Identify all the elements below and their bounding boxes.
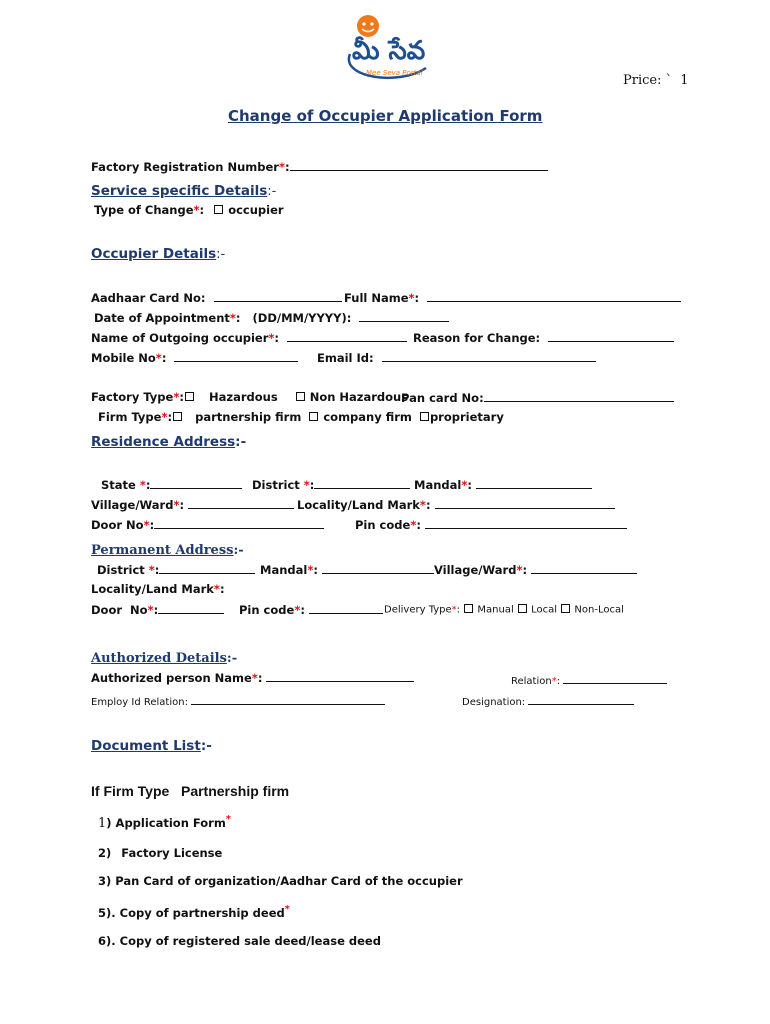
relation-row <box>511 672 667 687</box>
village-row <box>91 497 294 512</box>
relation-field[interactable] <box>563 672 667 684</box>
company-label: company firm <box>323 410 412 424</box>
required-star: * <box>161 410 168 424</box>
non-hazardous-checkbox[interactable] <box>296 392 305 401</box>
mobile-row <box>91 350 298 365</box>
pan-label: Pan card No: <box>401 391 484 405</box>
service-heading <box>91 180 276 199</box>
document-item <box>98 846 222 860</box>
colon: : <box>556 676 561 687</box>
occupier-heading <box>91 243 225 262</box>
required-star: * <box>419 498 426 512</box>
residence-heading-text: Residence Address <box>91 434 236 450</box>
mobile-field[interactable] <box>174 350 298 362</box>
colon: : <box>145 478 151 492</box>
document-item-text: Copy of partnership deed <box>119 905 285 920</box>
document-item <box>98 904 290 920</box>
document-item-text: Copy of registered sale deed/lease deed <box>119 934 381 948</box>
colon: : <box>219 582 225 596</box>
heading-suffix: :- <box>235 434 247 450</box>
manual-checkbox[interactable] <box>464 604 473 613</box>
district-row <box>252 477 410 492</box>
colon: : <box>300 603 305 617</box>
required-star: * <box>408 291 415 305</box>
service-heading-text: Service specific Details <box>91 183 268 199</box>
permanent-pin-row <box>239 602 383 617</box>
aadhaar-row <box>91 290 342 305</box>
required-star: * <box>451 604 457 616</box>
permanent-door-row <box>91 602 224 617</box>
required-star: * <box>461 478 468 492</box>
meeseva-logo <box>330 12 445 84</box>
date-of-appointment-row <box>94 310 449 325</box>
heading-suffix: :- <box>267 184 277 199</box>
aadhaar-label: Aadhaar Card No: <box>91 291 206 305</box>
outgoing-occupier-row <box>91 330 407 345</box>
required-star: * <box>147 603 154 617</box>
permanent-door-label: Door No <box>91 603 148 617</box>
factory-type-label: Factory Type <box>91 390 174 404</box>
price-label: Price: ` <box>623 73 673 88</box>
partnership-checkbox[interactable] <box>173 412 182 421</box>
colon: : <box>235 311 241 325</box>
date-of-appointment-field[interactable] <box>359 310 449 322</box>
permanent-door-field[interactable] <box>158 602 224 614</box>
permanent-village-label: Village/Ward <box>433 563 517 577</box>
colon: : <box>284 160 290 174</box>
date-of-appointment-label: Date of Appointment <box>94 311 230 325</box>
required-star: * <box>173 498 180 512</box>
permanent-district-label: District <box>97 563 145 577</box>
employ-id-field[interactable] <box>191 693 385 705</box>
pin-field[interactable] <box>425 517 627 529</box>
hazardous-label: Hazardous <box>208 390 278 404</box>
document-item-number: 3) <box>98 874 112 888</box>
full-name-row <box>344 290 681 305</box>
required-star: * <box>551 676 557 687</box>
full-name-field[interactable] <box>427 290 681 302</box>
required-star: * <box>303 478 310 492</box>
colon: : <box>414 291 420 305</box>
type-of-change-row <box>94 203 284 217</box>
firm-type-line: If Firm Type Partnership firm <box>91 783 290 799</box>
permanent-pin-field[interactable] <box>309 602 383 614</box>
required-star: * <box>213 582 220 596</box>
required-star: * <box>268 331 275 345</box>
full-name-label: Full Name <box>344 291 409 305</box>
occupier-checkbox[interactable] <box>214 205 223 214</box>
district-label: District <box>252 478 300 492</box>
colon: : <box>179 498 185 512</box>
required-star: * <box>251 671 258 685</box>
aadhaar-field[interactable] <box>214 290 342 302</box>
pin-label: Pin code <box>355 518 411 532</box>
logo-subtext: Mee Seva Portal <box>366 69 423 77</box>
factory-registration-row <box>91 159 548 174</box>
document-item-number: 2) <box>98 846 112 860</box>
door-field[interactable] <box>154 517 324 529</box>
non-hazardous-label: Non Hazardous <box>309 390 409 404</box>
price <box>623 73 689 88</box>
permanent-district-field[interactable] <box>159 562 255 574</box>
permanent-locality-row <box>91 582 225 596</box>
mandal-label: Mandal <box>414 478 462 492</box>
documents-heading <box>91 735 212 754</box>
permanent-heading-text: Permanent Address <box>91 543 234 558</box>
date-format-label: (DD/MM/YYYY): <box>252 311 352 325</box>
factory-registration-field[interactable] <box>290 159 548 171</box>
colon: : <box>274 331 280 345</box>
village-field[interactable] <box>188 497 294 509</box>
partnership-label: partnership firm <box>195 410 302 424</box>
delivery-type-row <box>384 604 624 616</box>
required-star: * <box>278 160 285 174</box>
required-star: * <box>294 603 301 617</box>
heading-suffix: :- <box>200 738 212 754</box>
heading-suffix: :- <box>233 543 244 558</box>
colon: : <box>456 604 461 616</box>
heading-suffix: :- <box>226 651 238 666</box>
documents-heading-text: Document List <box>91 738 201 754</box>
mandal-row <box>414 477 592 492</box>
employ-id-row <box>91 693 385 708</box>
colon: : <box>179 390 184 404</box>
colon: : <box>154 563 160 577</box>
hazardous-checkbox[interactable] <box>185 392 194 401</box>
outgoing-occupier-label: Name of Outgoing occupier <box>91 331 269 345</box>
firm-type-row <box>98 410 504 424</box>
residence-heading <box>91 431 246 450</box>
required-star: * <box>155 351 162 365</box>
colon: : <box>161 351 167 365</box>
pan-field[interactable] <box>484 390 674 402</box>
proprietary-checkbox[interactable] <box>420 412 429 421</box>
firm-type-label: Firm Type <box>98 410 162 424</box>
proprietary-label: proprietary <box>429 410 504 424</box>
document-item-text: ) Application Form <box>106 815 226 830</box>
required-star: * <box>139 478 146 492</box>
pin-row <box>355 517 627 532</box>
logo-text: మీ సేవ <box>352 36 426 66</box>
reason-field[interactable] <box>548 330 674 342</box>
occupier-heading-text: Occupier Details <box>91 246 217 262</box>
factory-registration-label: Factory Registration Number <box>91 160 279 174</box>
mobile-label: Mobile No <box>91 351 156 365</box>
reason-label: Reason for Change: <box>413 331 541 345</box>
company-checkbox[interactable] <box>309 412 318 421</box>
required-star: * <box>193 203 200 217</box>
authorized-person-field[interactable] <box>266 670 414 682</box>
colon: : <box>199 203 205 217</box>
manual-label: Manual <box>477 604 514 616</box>
state-field[interactable] <box>150 477 242 489</box>
type-of-change-label: Type of Change <box>94 203 194 217</box>
door-row <box>91 517 324 532</box>
required-star: * <box>410 518 417 532</box>
permanent-pin-label: Pin code <box>239 603 295 617</box>
permanent-locality-label: Locality/Land Mark <box>91 582 214 596</box>
designation-field[interactable] <box>528 693 634 705</box>
colon: : <box>313 563 318 577</box>
document-item-number: 1 <box>98 815 107 831</box>
required-star: * <box>148 563 155 577</box>
local-label: Local <box>531 604 558 616</box>
permanent-village-field[interactable] <box>531 562 637 574</box>
locality-field[interactable] <box>435 497 615 509</box>
local-checkbox[interactable] <box>518 604 527 613</box>
designation-label: Designation: <box>462 697 526 708</box>
document-item-number: 6). <box>98 934 116 948</box>
email-label: Email Id: <box>317 351 374 365</box>
designation-row <box>462 693 634 708</box>
occupier-option-label: occupier <box>228 203 284 217</box>
village-label: Village/Ward <box>91 498 174 512</box>
factory-type-row <box>91 390 408 404</box>
required-star: * <box>307 563 314 577</box>
colon: : <box>309 478 315 492</box>
required-star: * <box>229 311 236 325</box>
outgoing-occupier-field[interactable] <box>287 330 407 342</box>
door-label: Door No <box>91 518 144 532</box>
email-row <box>317 350 596 365</box>
colon: : <box>416 518 421 532</box>
colon: : <box>467 478 472 492</box>
permanent-district-row <box>97 562 255 577</box>
colon: : <box>522 563 528 577</box>
delivery-type-label: Delivery Type <box>384 604 452 616</box>
document-item <box>98 874 463 888</box>
required-star: * <box>173 390 180 404</box>
authorized-person-row <box>91 670 414 685</box>
permanent-mandal-row <box>260 562 637 577</box>
employ-id-label: Employ Id Relation: <box>91 697 188 708</box>
colon: : <box>257 671 263 685</box>
state-label: State <box>101 478 136 492</box>
document-item-text: Factory License <box>121 846 223 860</box>
price-value: 1 <box>680 73 689 88</box>
authorized-heading <box>91 647 237 666</box>
email-field[interactable] <box>382 350 596 362</box>
authorized-person-label: Authorized person Name <box>91 671 252 685</box>
required-star: * <box>284 904 290 915</box>
state-row <box>101 477 242 492</box>
locality-label: Locality/Land Mark <box>297 498 420 512</box>
district-field[interactable] <box>314 477 410 489</box>
relation-label: Relation <box>511 676 552 687</box>
non-local-label: Non-Local <box>574 604 624 616</box>
non-local-checkbox[interactable] <box>561 604 570 613</box>
document-item <box>98 814 231 831</box>
reason-row <box>413 330 674 345</box>
permanent-mandal-label: Mandal <box>260 563 308 577</box>
document-item-number: 5). <box>98 905 116 920</box>
required-star: * <box>143 518 150 532</box>
document-item-text: Pan Card of organization/Aadhar Card of the occupier <box>115 874 463 888</box>
authorized-heading-text: Authorized Details <box>91 651 227 666</box>
heading-suffix: :- <box>216 247 226 262</box>
colon: : <box>425 498 431 512</box>
document-item <box>98 934 381 948</box>
locality-row <box>297 497 615 512</box>
permanent-mandal-field[interactable] <box>322 562 434 574</box>
mandal-field[interactable] <box>476 477 592 489</box>
colon: : <box>167 410 173 424</box>
required-star: * <box>516 563 523 577</box>
colon: : <box>149 518 155 532</box>
colon: : <box>153 603 159 617</box>
pan-row <box>401 390 674 405</box>
permanent-heading <box>91 539 244 558</box>
page-title: Change of Occupier Application Form <box>228 107 543 125</box>
required-star: * <box>225 814 231 825</box>
